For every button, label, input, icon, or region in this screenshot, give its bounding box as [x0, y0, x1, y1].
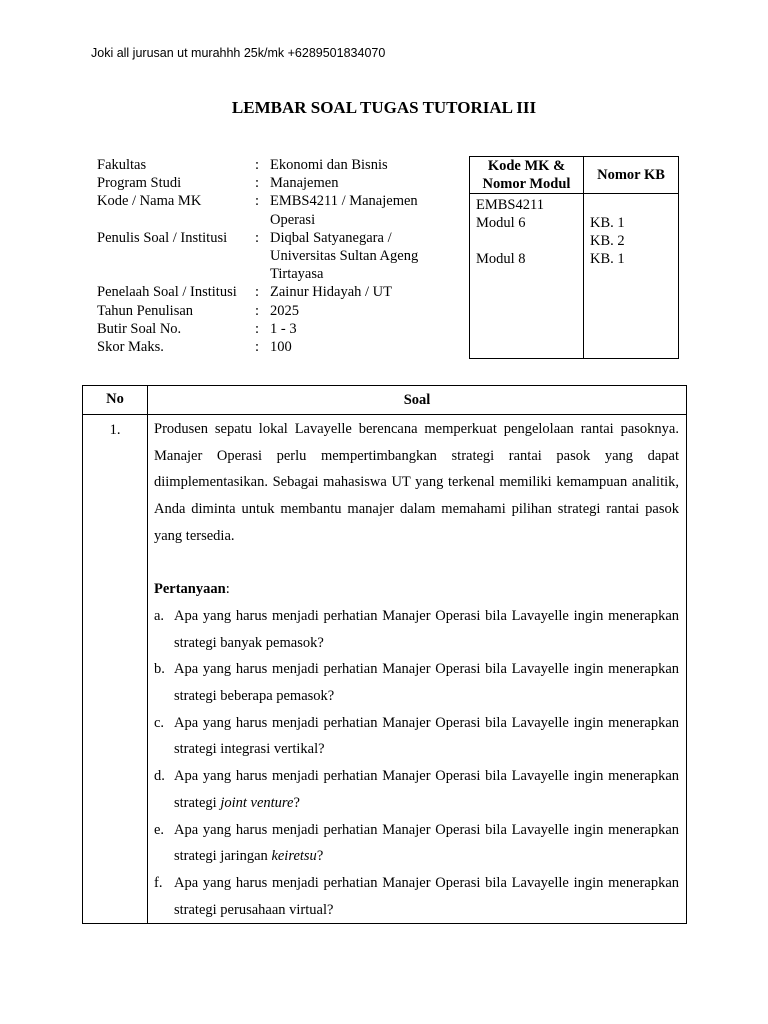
info-separator: :	[255, 229, 260, 246]
info-separator: :	[255, 157, 260, 173]
info-row-penulis-soal	[97, 229, 438, 284]
question-heading-label: Pertanyaan	[154, 581, 226, 598]
header-nomor-kb: Nomor KB	[584, 157, 679, 194]
header-no: No	[83, 386, 148, 415]
info-value: Manajemen	[270, 175, 339, 192]
item-text: Apa yang harus menjadi perhatian Manajer Operasi bila Lavayelle ingin menerapkan strategi	[174, 768, 679, 811]
info-label: Program Studi	[97, 175, 182, 192]
item-emphasis: joint venture	[220, 794, 294, 811]
item-marker: b.	[154, 661, 165, 678]
kode-line: Modul 6	[476, 215, 526, 231]
spacer	[154, 550, 679, 577]
info-label: Fakultas	[97, 157, 147, 173]
module-code-table	[469, 156, 679, 359]
question-item	[154, 603, 679, 656]
kb-line: KB. 2	[590, 233, 625, 249]
info-row-program-studi	[97, 174, 438, 192]
info-label: Penelaah Soal / Institusi	[97, 284, 237, 301]
question-item	[154, 870, 679, 923]
question-item	[154, 817, 679, 870]
info-row-fakultas	[97, 156, 438, 174]
item-marker: d.	[154, 768, 165, 785]
kb-line: KB. 1	[590, 215, 625, 231]
item-text: Apa yang harus menjadi perhatian Manajer Operasi bila Lavayelle ingin menerapkan strategi banyak pemasok?	[174, 607, 679, 651]
kode-line: Modul 8	[476, 251, 526, 267]
question-item	[154, 710, 679, 763]
info-row-butir-soal	[97, 320, 438, 338]
kode-mk-cell	[470, 194, 584, 359]
item-text: Apa yang harus menjadi perhatian Manajer Operasi bila Lavayelle ingin menerapkan strategi integrasi vertikal?	[174, 714, 679, 758]
info-row-skor-maks	[97, 338, 438, 356]
item-marker: e.	[154, 821, 165, 838]
page-title: LEMBAR SOAL TUGAS TUTORIAL III	[231, 98, 537, 117]
item-marker: c.	[154, 714, 165, 731]
watermark-text: Joki all jurusan ut murahhh 25k/mk +6289501834070	[91, 46, 386, 60]
info-value: Ekonomi dan Bisnis	[270, 157, 388, 173]
info-label: Butir Soal No.	[97, 320, 182, 337]
question-heading	[154, 576, 679, 603]
info-value: 1 - 3	[270, 320, 297, 337]
info-label: Penulis Soal / Institusi	[97, 229, 228, 246]
question-item	[154, 763, 679, 816]
question-list	[154, 603, 679, 923]
info-separator: :	[255, 284, 260, 301]
kode-line: EMBS4211	[476, 197, 544, 213]
question-table	[82, 385, 687, 924]
info-row-kode-nama-mk	[97, 192, 438, 228]
info-value: Diqbal Satyanegara / Universitas Sultan Ageng Tirtayasa	[270, 229, 419, 283]
question-number: 1.	[83, 415, 148, 924]
info-separator: :	[255, 175, 260, 192]
info-separator: :	[255, 193, 260, 210]
item-end: ?	[316, 848, 324, 865]
info-value: EMBS4211 / Manajemen Operasi	[270, 193, 418, 228]
item-text: Apa yang harus menjadi perhatian Manajer Operasi bila Lavayelle ingin menerapkan strategi perusahaan virtual?	[174, 874, 679, 918]
info-value: Zainur Hidayah / UT	[270, 284, 393, 301]
header-soal: Soal	[148, 386, 687, 415]
kb-line: KB. 1	[590, 251, 625, 267]
info-value: 100	[270, 339, 292, 356]
question-heading-colon: :	[225, 581, 230, 598]
question-content	[148, 415, 687, 924]
case-paragraph: Produsen sepatu lokal Lavayelle berencana memperkuat pengelolaan rantai pasoknya. Manajer Operasi perlu mempertimbangkan strategi rantai pasok yang dapat diimplementasikan. Sebagai mahasiswa UT yang terkenal memiliki kemampuan analitik, Anda diminta untuk membantu manajer dalam memahami pilihan strategi rantai pasok yang tersedia.	[154, 421, 679, 544]
item-text: Apa yang harus menjadi perhatian Manajer Operasi bila Lavayelle ingin menerapkan strategi beberapa pemasok?	[174, 661, 679, 705]
kode-line	[476, 232, 577, 250]
question-row	[83, 415, 687, 924]
info-label: Skor Maks.	[97, 339, 164, 356]
info-row-penelaah-soal	[97, 283, 438, 301]
info-label: Kode / Nama MK	[97, 193, 202, 210]
kb-line	[590, 196, 672, 214]
header-kode-mk: Kode MK & Nomor Modul	[470, 157, 584, 194]
question-item	[154, 656, 679, 709]
item-text: Apa yang harus menjadi perhatian Manajer Operasi bila Lavayelle ingin menerapkan strategi jaringan	[174, 821, 679, 865]
course-info-table	[97, 156, 438, 356]
nomor-kb-cell	[584, 194, 679, 359]
info-value: 2025	[270, 302, 299, 319]
item-emphasis: keiretsu	[271, 848, 317, 865]
info-separator: :	[255, 339, 260, 356]
item-end: ?	[293, 794, 300, 811]
item-marker: f.	[154, 874, 163, 891]
info-separator: :	[255, 302, 260, 319]
info-row-tahun-penulisan	[97, 302, 438, 320]
info-label: Tahun Penulisan	[97, 302, 194, 319]
info-separator: :	[255, 320, 260, 337]
item-marker: a.	[154, 607, 165, 624]
